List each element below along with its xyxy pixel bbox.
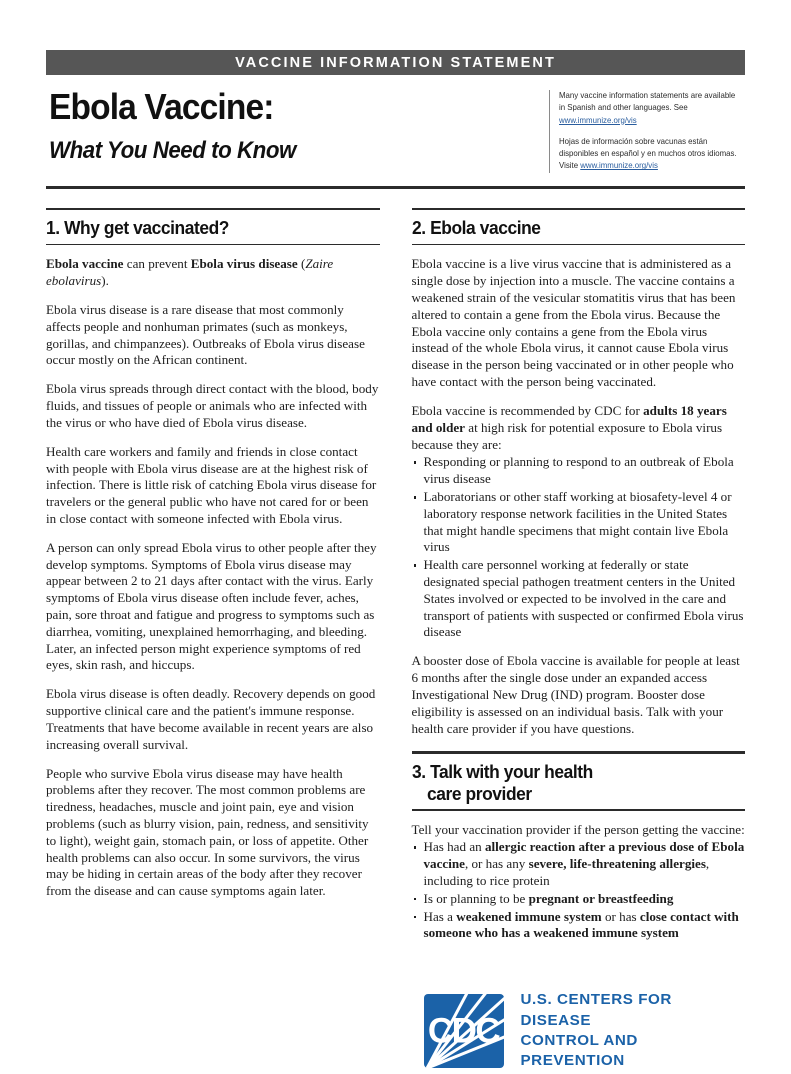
emphasis-allergic-reaction: allergic reaction after a previous dose of Ebola vaccine	[423, 839, 745, 872]
emphasis-ebola-virus-disease: Ebola virus disease	[190, 256, 298, 272]
section-1-heading: 1. Why get vaccinated?	[46, 217, 230, 239]
emphasis-ebola-vaccine: Ebola vaccine	[46, 256, 124, 272]
cdc-logo	[412, 990, 746, 1071]
emphasis-close-contact: close contact with someone who has a weakened immune system	[423, 908, 739, 941]
emphasis-severe-allergies: severe, life-threatening allergies	[528, 856, 706, 872]
list-item	[412, 891, 746, 908]
text: (	[297, 256, 306, 272]
eligibility-bullet-list	[412, 454, 746, 641]
masthead	[46, 75, 745, 173]
left-column	[46, 208, 380, 1071]
section-ebola-vaccine	[412, 208, 746, 738]
section-rule-bottom	[46, 244, 380, 245]
paragraph: A booster dose of Ebola vaccine is available for people at least 6 months after the single dose under an expanded access Investigational New Drug (IND) program. Booster dose eligibility is assessed on an individual basis. Talk with your health care provider if you have questions.	[411, 653, 740, 736]
text: ).	[101, 273, 109, 289]
page-title: Ebola Vaccine:	[49, 86, 274, 127]
text: Ebola vaccine is recommended by CDC for	[411, 402, 644, 418]
cdc-logo-mark-icon	[424, 994, 504, 1068]
language-availability-box	[549, 90, 745, 173]
section-2-heading: 2. Ebola vaccine	[411, 217, 541, 239]
list-item	[412, 839, 746, 889]
section-rule-top	[412, 751, 746, 754]
cdc-wordmark-line-1: U.S. CENTERS FOR DISEASE	[520, 991, 672, 1029]
cdc-wordmark	[521, 990, 746, 1071]
section-spacer	[412, 737, 746, 751]
language-note-spanish	[559, 136, 739, 173]
paragraph: Ebola virus disease is often deadly. Recovery depends on good supportive clinical care and the patient's immune response. Treatments that have become available in recent years are also increasing overall survival.	[46, 686, 376, 752]
cdc-wordmark-line-2: CONTROL AND PREVENTION	[520, 1031, 638, 1069]
cdc-letters: CDC	[427, 1011, 500, 1051]
immunize-vis-link-english[interactable]: www.immunize.org/vis	[559, 115, 637, 125]
paragraph: Ebola virus spreads through direct contact with the blood, body fluids, and tissues of people or animals who are infected with the virus or who have died of Ebola virus disease.	[46, 381, 379, 430]
section-3-heading-line-2: care provider	[426, 782, 532, 804]
vis-banner	[46, 50, 745, 75]
content-columns	[46, 208, 745, 1071]
right-column	[412, 208, 746, 1071]
list-item: Laboratorians or other staff working at biosafety-level 4 or laboratory response network facilities in the United States that might handle specimens that might contain live Ebola virus	[412, 489, 746, 556]
paragraph: Health care workers and family and friends in close contact with people with Ebola virus disease are at the highest risk of infection. There is little risk of catching Ebola virus disease for travelers or the general public who have not cared for or been in close contact with someone infected with Ebola virus.	[46, 443, 377, 526]
section-3-heading	[412, 761, 725, 804]
list-item: Responding or planning to respond to an outbreak of Ebola virus disease	[412, 454, 746, 488]
text: , or has any	[464, 856, 529, 872]
emphasis-pregnant-breastfeeding: pregnant or breastfeeding	[528, 890, 674, 906]
emphasis-zaire-ebolavirus: Zaire ebolavirus	[46, 256, 334, 289]
paragraph	[46, 256, 380, 290]
document-page	[0, 50, 791, 1074]
paragraph: Tell your vaccination provider if the person getting the vaccine:	[411, 821, 745, 837]
text: or has	[601, 908, 640, 924]
section-3-heading-line-1: 3. Talk with your health	[411, 760, 593, 782]
provider-bullet-list	[412, 839, 746, 942]
section-rule-top	[46, 208, 380, 211]
paragraph: A person can only spread Ebola virus to other people after they develop symptoms. Symptoms of Ebola virus disease may appear between 2 to 21 days after contact with the virus. Early symptoms of Ebola virus disease often include fever, aches, pain, sore throat and fatigue and progress to symptoms such as diarrhea, vomiting, unexplained hemorrhaging, and bleeding. Later, an infected person might experience symptoms of red eyes, skin rash, and hiccups.	[46, 539, 377, 673]
text: at high risk for potential exposure to Ebola virus because they are:	[411, 419, 723, 452]
immunize-vis-link-spanish[interactable]: www.immunize.org/vis	[580, 161, 658, 171]
paragraph: Ebola virus disease is a rare disease that most commonly affects people and nonhuman primates (such as monkeys, gorillas, and chimpanzees). Outbreaks of Ebola virus disease occur mostly on the African continent.	[46, 302, 365, 368]
paragraph: People who survive Ebola virus disease may have health problems after they recover. The most common problems are tiredness, headaches, muscle and joint pain, eye and vision problems (such as blurry vision, pain, redness, and sensitivity to light), weight gain, stomach pain, or loss of appetite. Other health problems can also occur. In some survivors, the virus may be hiding in certain areas of the body after they recover from the disease and can cause symptoms again later.	[46, 765, 369, 899]
language-note-spanish-text: Hojas de información sobre vacunas están disponibles en español y en muchos otros idiomas. Visite	[559, 136, 737, 171]
vis-banner-label: VACCINE INFORMATION STATEMENT	[235, 54, 556, 71]
text: Is or planning to be	[423, 890, 529, 906]
emphasis-weakened-immune-system: weakened immune system	[456, 908, 602, 924]
text: , including to rice protein	[423, 856, 710, 889]
section-rule-bottom	[412, 809, 746, 810]
list-item	[412, 909, 746, 943]
masthead-divider	[46, 186, 745, 189]
paragraph	[412, 403, 746, 453]
text: Has had an	[423, 839, 485, 855]
section-rule-bottom	[412, 244, 746, 245]
language-note-english	[559, 90, 739, 127]
section-why-get-vaccinated	[46, 208, 380, 900]
text: can prevent	[123, 256, 191, 272]
text: Has a	[423, 908, 457, 924]
section-talk-with-provider	[412, 751, 746, 942]
list-item: Health care personnel working at federally or state designated special pathogen treatment centers in the United States involved or expected to be involved in the care and transport of patients with suspected or confirmed Ebola virus disease	[412, 557, 746, 641]
title-block	[46, 88, 315, 164]
page-subtitle: What You Need to Know	[49, 136, 296, 164]
section-rule-top	[412, 208, 746, 211]
paragraph: Ebola vaccine is a live virus vaccine that is administered as a single dose by injection into a muscle. The vaccine contains a weakened strain of the vesicular stomatitis virus that has been altered to contain a gene from the Ebola virus. Because the Ebola vaccine only contains a gene from the Ebola virus instead of the whole Ebola virus, it cannot cause Ebola virus disease in the person being vaccinated or in other people who have contact with the person being vaccinated.	[411, 256, 736, 390]
emphasis-adults-18-and-older: adults 18 years and older	[411, 402, 727, 435]
language-note-english-text: Many vaccine information statements are available in Spanish and other languages. See	[559, 91, 736, 113]
